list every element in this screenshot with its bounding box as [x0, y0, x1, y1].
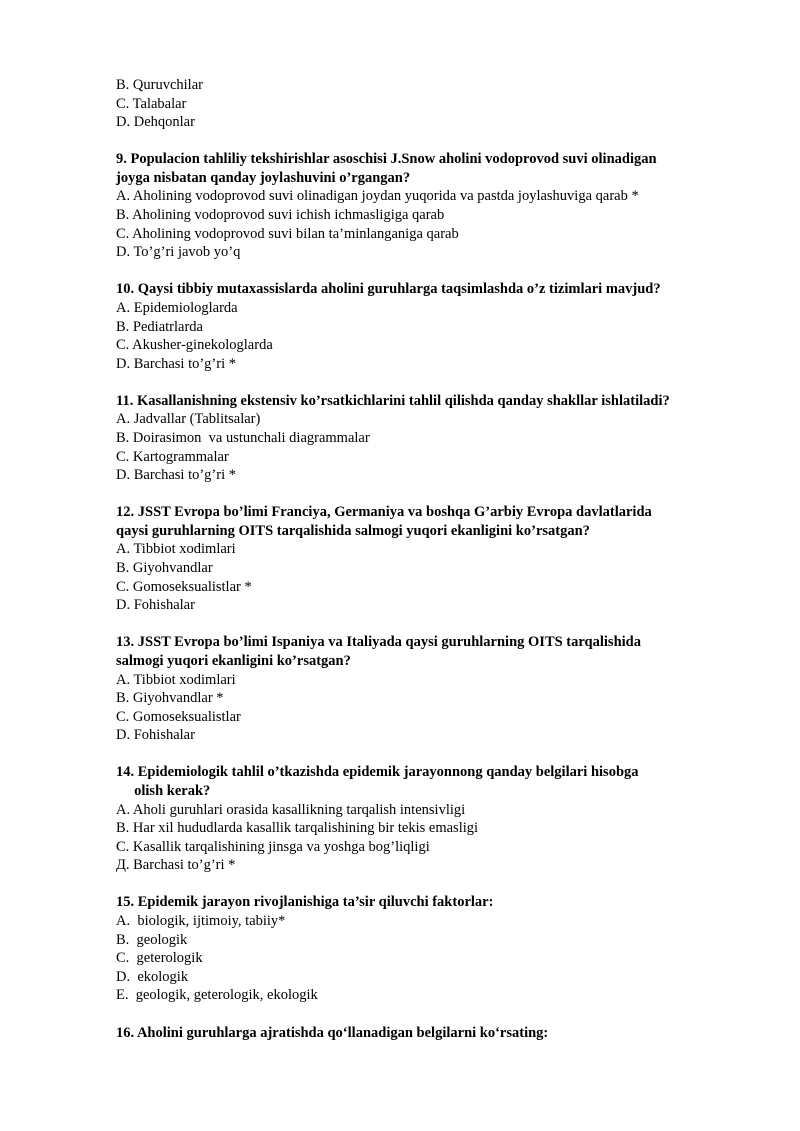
document-page [116, 76, 756, 1042]
question-14 [116, 763, 756, 875]
option: B. Quruvchilar [116, 77, 203, 93]
question-11 [116, 392, 756, 485]
option: D. ekologik [116, 968, 189, 985]
option: C. Aholining vodoprovod suvi bilan ta’minlanganiga qarab [116, 225, 459, 242]
option: A. Aholining vodoprovod suvi olinadigan joydan yuqorida va pastda joylashuviga qarab * [116, 188, 639, 205]
question-line: olish kerak? [116, 783, 211, 799]
option: D. Dehqonlar [116, 114, 195, 131]
option: B. Aholining vodoprovod suvi ichish ichmasligiga qarab [116, 207, 445, 224]
option: B. Doirasimon va ustunchali diagrammalar [116, 430, 370, 446]
question-text [116, 763, 756, 800]
question-text [116, 280, 756, 299]
question-12 [116, 503, 756, 615]
question-line: 14. Epidemiologik tahlil o’tkazishda epidemik jarayonnong qanday belgilari hisobga [116, 764, 639, 781]
question-line: salmogi yuqori ekanligini ko’rsatgan? [116, 652, 351, 669]
option: C. Gomoseksualistlar * [116, 578, 252, 595]
option: D. Barchasi to’g’ri * [116, 355, 236, 372]
option: B. Har xil hududlarda kasallik tarqalishining bir tekis emasligi [116, 820, 479, 837]
question-line: 11. Kasallanishning ekstensiv ko’rsatkichlarini tahlil qilishda qanday shakllar ishlatiladi? [116, 392, 670, 409]
question-9 [116, 150, 756, 262]
option: D. Barchasi to’g’ri * [116, 467, 236, 484]
question-15 [116, 893, 756, 1005]
question-line: 9. Populacion tahliliy tekshirishlar asoschisi J.Snow aholini vodoprovod suvi olinadigan [116, 151, 657, 168]
option: A. Tibbiot xodimlari [116, 541, 236, 558]
question-text [116, 633, 756, 670]
option: A. biologik, ijtimoiy, tabiiy* [116, 913, 286, 930]
option: E. geologik, geterologik, ekologik [116, 987, 318, 1004]
option: D. To’g’ri javob yo’q [116, 244, 241, 261]
question-line: joyga nisbatan qanday joylashuvini o’rgangan? [116, 169, 411, 186]
option: C. Akusher-ginekologlarda [116, 337, 273, 354]
option: C. geterologik [116, 950, 203, 967]
option: A. Epidemiologlarda [116, 299, 238, 316]
option: B. Pediatrlarda [116, 318, 203, 335]
option: C. Kartogrammalar [116, 448, 229, 465]
question-text [116, 392, 756, 411]
option: A. Tibbiot xodimlari [116, 671, 236, 688]
question-13 [116, 633, 756, 745]
option: B. geologik [116, 931, 188, 948]
option: Д. Barchasi to’g’ri * [116, 857, 236, 874]
question-line: 16. Aholini guruhlarga ajratishda qo‘llanadigan belgilarni ko‘rsating: [116, 1024, 549, 1041]
option: A. Aholi guruhlari orasida kasallikning tarqalish intensivligi [116, 801, 466, 818]
option: D. Fohishalar [116, 727, 195, 744]
question-line: 10. Qaysi tibbiy mutaxassislarda aholini guruhlarga taqsimlashda o’z tizimlari mavjud? [116, 281, 661, 298]
question-text [116, 503, 756, 540]
question-line: qaysi guruhlarning OITS tarqalishida salmogi yuqori ekanligini ko’rsatgan? [116, 522, 590, 539]
question-10 [116, 280, 756, 373]
option: A. Jadvallar (Tablitsalar) [116, 411, 261, 428]
question-line: 15. Epidemik jarayon rivojlanishiga ta’sir qiluvchi faktorlar: [116, 894, 494, 911]
option: C. Gomoseksualistlar [116, 708, 241, 725]
question-text [116, 893, 756, 912]
option: C. Kasallik tarqalishining jinsga va yoshga bog’liqligi [116, 838, 430, 855]
option: B. Giyohvandlar [116, 560, 213, 577]
question-text [116, 150, 756, 187]
option: D. Fohishalar [116, 597, 195, 614]
question-line: 13. JSST Evropa bo’limi Ispaniya va Italiyada qaysi guruhlarning OITS tarqalishida [116, 634, 641, 651]
intro-options [116, 76, 756, 132]
question-16 [116, 1024, 756, 1043]
question-line: 12. JSST Evropa bo’limi Franciya, Germaniya va boshqa G’arbiy Evropa davlatlarida [116, 504, 652, 521]
option: C. Talabalar [116, 95, 187, 112]
question-text [116, 1024, 756, 1043]
option: B. Giyohvandlar * [116, 690, 224, 707]
